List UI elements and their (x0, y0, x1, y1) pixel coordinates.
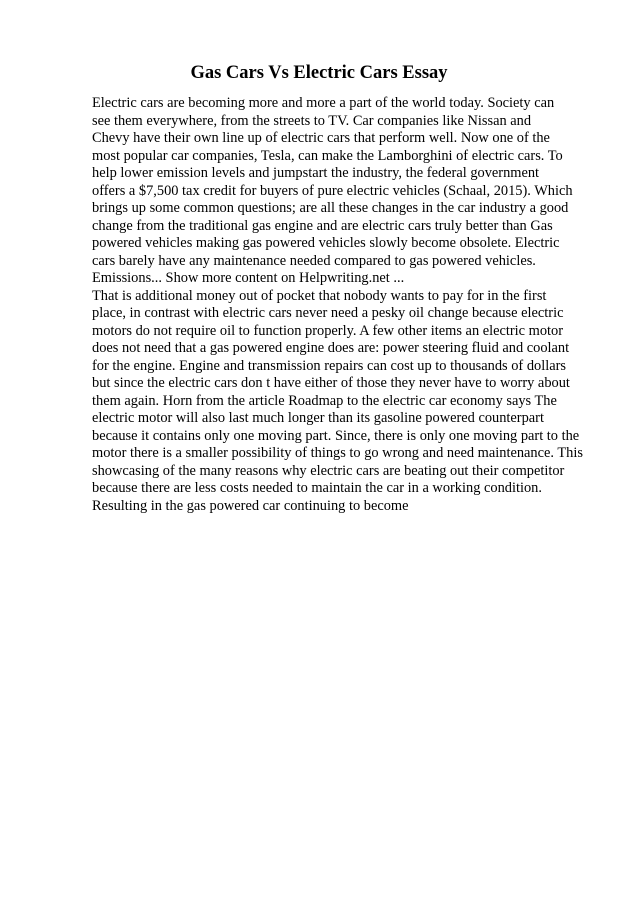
body-line: most popular car companies, Tesla, can make the Lamborghini of electric cars. To (92, 147, 563, 164)
body-line: Resulting in the gas powered car continuing to become (92, 497, 409, 514)
body-line: Chevy have their own line up of electric cars that perform well. Now one of the (92, 130, 550, 146)
body-line: cars barely have any maintenance needed compared to gas powered vehicles. (92, 252, 536, 269)
body-line: Emissions... Show more content on Helpwriting.net ... (92, 270, 405, 286)
body-line: place, in contrast with electric cars never need a pesky oil change because electric (92, 305, 564, 321)
body-line: does not need that a gas powered engine does are: power steering fluid and coolant (92, 340, 570, 356)
body-line: because it contains only one moving part. Since, there is only one moving part to the (92, 427, 580, 444)
body-line: them again. Horn from the article Roadmap to the electric car economy says The (92, 392, 557, 409)
body-line: motor there is a smaller possibility of things to go wrong and need maintenance. This (92, 445, 583, 461)
body-line: powered vehicles making gas powered vehicles slowly become obsolete. Electric (92, 235, 560, 251)
body-line: That is additional money out of pocket that nobody wants to pay for in the first (92, 287, 547, 304)
body-line: because there are less costs needed to maintain the car in a working condition. (92, 480, 542, 496)
body-line: see them everywhere, from the streets to TV. Car companies like Nissan and (92, 112, 532, 129)
body-line: change from the traditional gas engine and are electric cars truly better than Gas (92, 217, 553, 234)
body-line: brings up some common questions; are all these changes in the car industry a good (92, 200, 569, 216)
document-body (92, 95, 632, 515)
body-line: help lower emission levels and jumpstart the industry, the federal government (92, 165, 540, 181)
body-line: Electric cars are becoming more and more a part of the world today. Society can (92, 95, 555, 111)
document-title: Gas Cars Vs Electric Cars Essay (190, 63, 448, 83)
body-line: electric motor will also last much longer than its gasoline powered counterpart (92, 410, 544, 426)
body-line: but since the electric cars don t have either of those they never have to worry about (92, 375, 570, 391)
body-line: showcasing of the many reasons why electric cars are beating out their competitor (92, 462, 565, 479)
body-line: motors do not require oil to function properly. A few other items an electric motor (92, 322, 564, 339)
body-line: offers a $7,500 tax credit for buyers of pure electric vehicles (Schaal, 2015). Which (92, 182, 573, 199)
body-line: for the engine. Engine and transmission repairs can cost up to thousands of dollars (92, 357, 566, 374)
